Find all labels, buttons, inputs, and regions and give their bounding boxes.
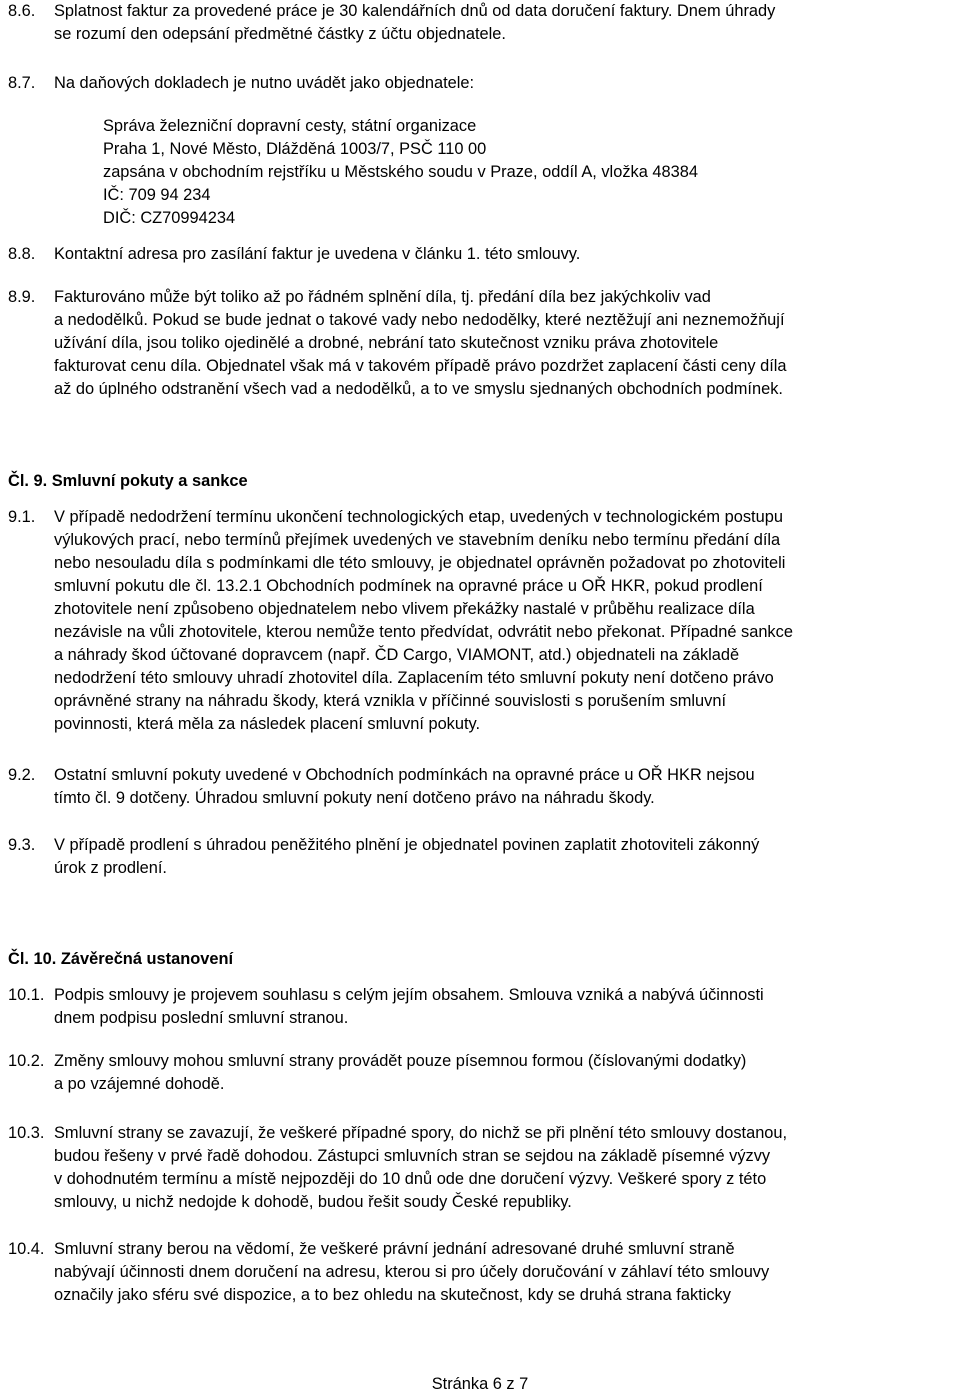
clause-text-line: výlukových prací, nebo termínů přejímek uvedených ve stavebním deníku nebo termínu předání díla [54, 531, 781, 549]
clause-text-line: nedodržení této smlouvy uhradí zhotovitel díla. Zaplacením této smluvní pokuty není dotčeno právo [54, 669, 774, 687]
clause-number: 8.6. [8, 2, 36, 20]
clause-text-line: až do úplného odstranění všech vad a nedodělků, a to ve smyslu sjednaných obchodních podmínek. [54, 380, 783, 398]
clause-text-line: nezávisle na vůli zhotovitele, kterou nemůže tento předvídat, odvrátit nebo překonat. Případné sankce [54, 623, 793, 641]
clause-text-line: Splatnost faktur za provedené práce je 30 kalendářních dnů od data doručení faktury. Dnem úhrady [54, 2, 776, 20]
clause-text-line: Kontaktní adresa pro zasílání faktur je uvedena v článku 1. této smlouvy. [54, 245, 581, 263]
clause-text-line: Smluvní strany se zavazují, že veškeré případné spory, do nichž se při plnění této smlouvy dostanou, [54, 1124, 788, 1142]
clause-text-line: fakturovat cenu díla. Objednatel však má v takovém případě právo pozdržet zaplacení části ceny díla [54, 357, 787, 375]
clause-text-line: užívání díla, jsou toliko ojedinělé a drobné, nebrání tato skutečnost vzniku práva zhotovitele [54, 334, 719, 352]
clause-number: 9.2. [8, 766, 36, 784]
clause-number: 9.3. [8, 836, 36, 854]
clause-text-line: smlouvy, u nichž nedojde k dohodě, budou řešit soudy České republiky. [54, 1193, 572, 1211]
clause-text-line: zhotovitele není způsobeno objednatelem nebo vlivem překážky nastalé v průběhu realizace díla [54, 600, 755, 618]
clause-text-line: Změny smlouvy mohou smluvní strany provádět pouze písemnou formou (číslovanými dodatky) [54, 1052, 747, 1070]
address-line: Správa železniční dopravní cesty, státní organizace [103, 117, 477, 135]
clause-text-line: povinnosti, která měla za následek placení smluvní pokuty. [54, 715, 481, 733]
clause-text-line: Smluvní strany berou na vědomí, že veškeré právní jednání adresované druhé smluvní straně [54, 1240, 735, 1258]
clause-text-line: V případě nedodržení termínu ukončení technologických etap, uvedených v technologickém postupu [54, 508, 783, 526]
clause-text-line: nebo nesouladu díla s podmínkami dle této smlouvy, je objednatel oprávněn požadovat po zhotoviteli [54, 554, 786, 572]
article-10-heading: Čl. 10. Závěrečná ustanovení [8, 950, 234, 968]
clause-number: 9.1. [8, 508, 36, 526]
clause-number: 10.4. [8, 1240, 45, 1258]
clause-text-line: budou řešeny v prvé řadě dohodou. Zástupci smluvních stran se sejdou na základě písemné výzvy [54, 1147, 771, 1165]
clause-text-line: smluvní pokutu dle čl. 13.2.1 Obchodních podmínek na opravné práce u OŘ HKR, pokud prodlení [54, 577, 763, 595]
clause-number: 10.3. [8, 1124, 45, 1142]
clause-number: 8.7. [8, 74, 36, 92]
clause-text-line: a náhrady škod účtované dopravcem (např. ČD Cargo, VIAMONT, atd.) objednateli na základě [54, 646, 740, 664]
clause-text-line: oprávněné strany na náhradu škody, která vznikla v příčinné souvislosti s porušením smluvní [54, 692, 727, 710]
address-line: Praha 1, Nové Město, Dlážděná 1003/7, PSČ 110 00 [103, 140, 487, 158]
address-line: zapsána v obchodním rejstříku u Městského soudu v Praze, oddíl A, vložka 48384 [103, 163, 698, 181]
clause-number: 10.1. [8, 986, 45, 1004]
address-line: DIČ: CZ70994234 [103, 209, 236, 227]
clause-text-line: V případě prodlení s úhradou peněžitého plnění je objednatel povinen zaplatit zhotoviteli zákonný [54, 836, 760, 854]
clause-text-line: a po vzájemné dohodě. [54, 1075, 225, 1093]
clause-text-line: a nedodělků. Pokud se bude jednat o takové vady nebo nedodělky, které neztěžují ani neznemožňují [54, 311, 785, 329]
page-footer: Stránka 6 z 7 [431, 1375, 529, 1393]
clause-text-line: Podpis smlouvy je projevem souhlasu s celým jejím obsahem. Smlouva vzniká a nabývá účinnosti [54, 986, 764, 1004]
clause-text-line: tímto čl. 9 dotčeny. Úhradou smluvní pokuty není dotčeno právo na náhradu škody. [54, 789, 655, 807]
address-line: IČ: 709 94 234 [103, 186, 211, 204]
clause-number: 8.8. [8, 245, 36, 263]
clause-number: 8.9. [8, 288, 36, 306]
clause-text-line: Na daňových dokladech je nutno uvádět jako objednatele: [54, 74, 475, 92]
clause-text-line: označily jako sféru své dispozice, a to bez ohledu na skutečnost, kdy se druhá strana fakticky [54, 1286, 731, 1304]
article-9-heading: Čl. 9. Smluvní pokuty a sankce [8, 472, 248, 490]
clause-text-line: se rozumí den odepsání předmětné částky z účtu objednatele. [54, 25, 506, 43]
clause-text-line: úrok z prodlení. [54, 859, 167, 877]
clause-number: 10.2. [8, 1052, 45, 1070]
clause-text-line: nabývají účinnosti dnem doručení na adresu, kterou si pro účely doručování v záhlaví této smlouvy [54, 1263, 770, 1281]
clause-text-line: v dohodnutém termínu a místě nejpozději do 10 dnů ode dne doručení výzvy. Veškeré spory z této [54, 1170, 767, 1188]
clause-text-line: Fakturováno může být toliko až po řádném splnění díla, tj. předání díla bez jakýchkoliv vad [54, 288, 711, 306]
clause-text-line: Ostatní smluvní pokuty uvedené v Obchodních podmínkách na opravné práce u OŘ HKR nejsou [54, 766, 755, 784]
clause-text-line: dnem podpisu poslední smluvní stranou. [54, 1009, 349, 1027]
